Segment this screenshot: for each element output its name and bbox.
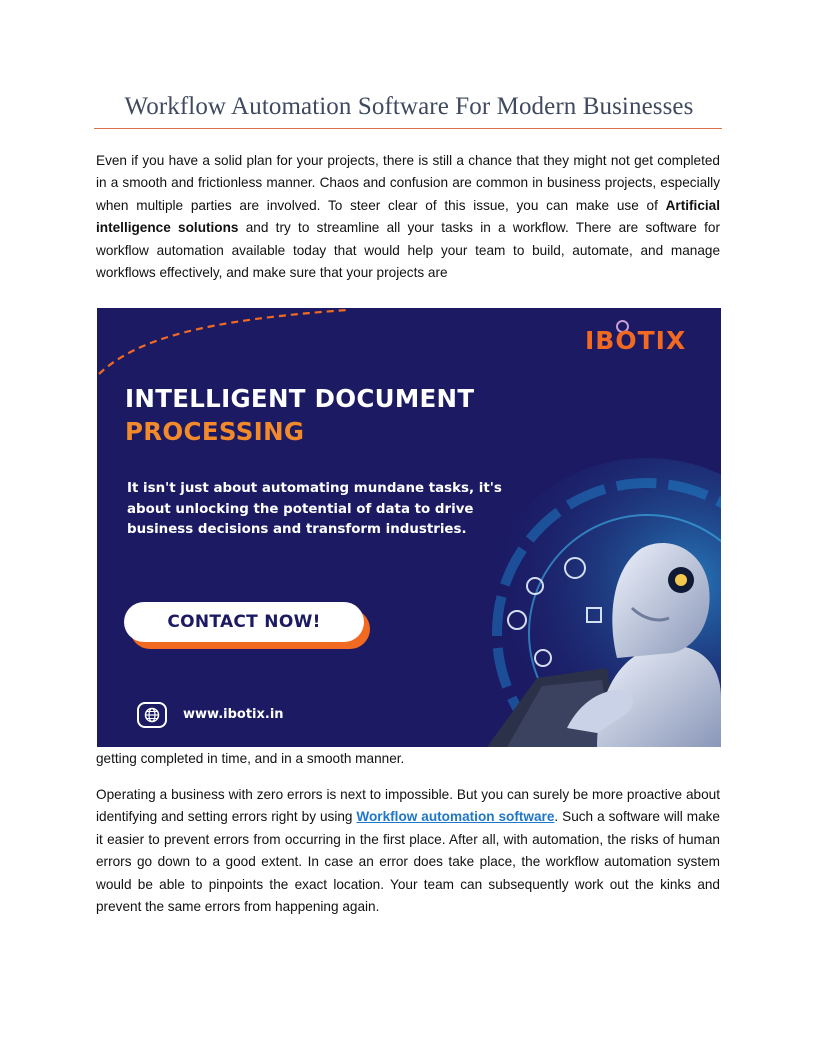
website-url: www.ibotix.in [183, 707, 284, 722]
banner-headline-line2: PROCESSING [125, 417, 305, 446]
page-title: Workflow Automation Software For Modern Businesses [124, 93, 694, 120]
errors-text-continued: . Such a software will make it easier to prevent errors from occurring in the first place. After all, with automation, the risks of human errors go down to a good extent. In case an error does take place, the workflow automation system would be able to pinpoints the exact location. Your team can subsequently work out the kinks and prevent the same errors from happening again. [96, 809, 720, 915]
banner-headline-line1: INTELLIGENT DOCUMENT [125, 384, 475, 413]
intro-text: Even if you have a solid plan for your projects, there is still a chance that they might not get completed in a smooth and frictionless manner. Chaos and confusion are common in business projects, especially when multiple parties are involved. To steer clear of this issue, you can make use of [96, 153, 720, 213]
ai-solutions-emphasis: Artificial intelligence solutions [96, 197, 720, 236]
title-underline [94, 128, 722, 129]
ibotix-logo: IBOTIX [585, 326, 687, 355]
errors-paragraph [96, 784, 720, 918]
contact-now-button[interactable]: CONTACT NOW! [124, 602, 364, 642]
dashed-curve-decoration [97, 308, 357, 378]
workflow-automation-software-link[interactable]: Workflow automation software [356, 809, 555, 825]
globe-icon [137, 702, 167, 728]
intro-text-continued: and try to streamline all your tasks in a workflow. There are software for workflow automation available today that would help your team to build, automate, and manage workflows effectively, and make sure that your projects are [96, 220, 720, 281]
errors-text: Operating a business with zero errors is next to impossible. But you can surely be more proactive about identifying and setting errors right by using [96, 787, 720, 825]
ibotix-banner-image [97, 308, 721, 747]
banner-body-text: It isn't just about automating mundane tasks, it's about unlocking the potential of data to drive business decisions and transform industries. [127, 481, 502, 537]
intro-paragraph [96, 150, 720, 284]
robot-illustration [447, 458, 721, 747]
intro-paragraph-tail: getting completed in time, and in a smooth manner. [96, 751, 405, 766]
